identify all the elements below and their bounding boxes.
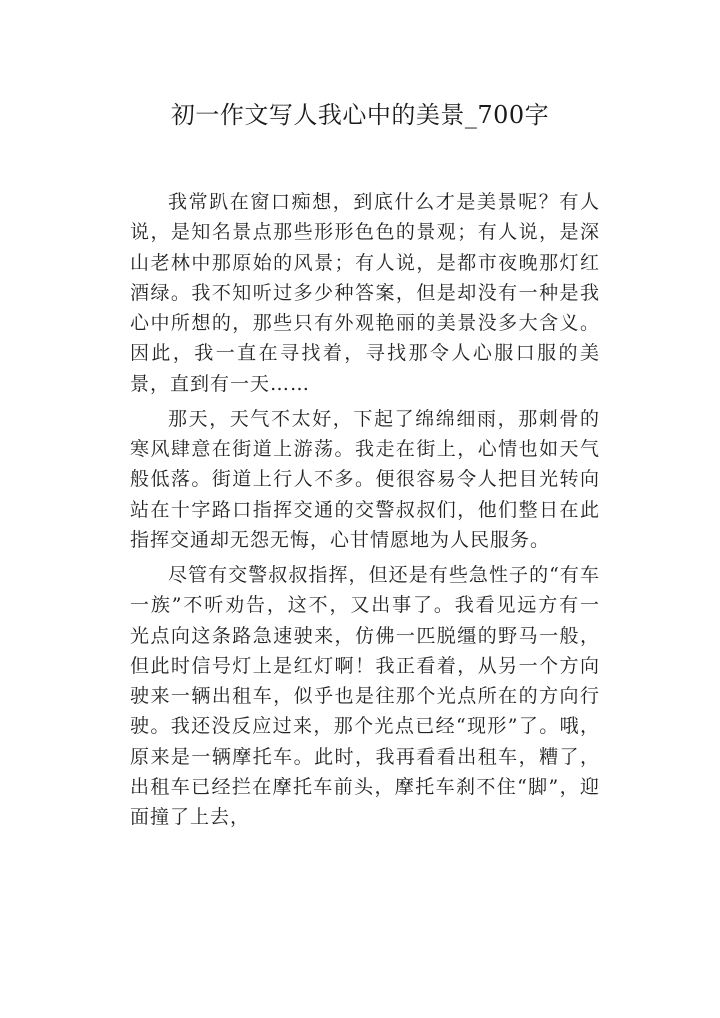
document-body	[130, 187, 600, 832]
paragraph-2: 那天，天气不太好，下起了绵绵细雨，那刺骨的寒风肆意在街道上游荡。我走在街上，心情也如天气般低落。街道上行人不多。便很容易令人把目光转向站在十字路口指挥交通的交警叔叔们，他们整日在此指挥交通却无怨无悔，心甘情愿地为人民服务。	[130, 407, 600, 551]
paragraph-3: 尽管有交警叔叔指挥，但还是有些急性子的“有车一族”不听劝告，这不，又出事了。我看见远方有一光点向这条路急速驶来，仿佛一匹脱缰的野马一般，但此时信号灯上是红灯啊！我正看着，从另一个方向驶来一辆出租车，似乎也是往那个光点所在的方向行驶。我还没反应过来，那个光点已经“现形”了。哦，原来是一辆摩托车。此时，我再看看出租车，糟了，出租车已经拦在摩托车前头，摩托车刹不住“脚”，迎面撞了上去，	[130, 564, 600, 828]
document-title: 初一作文写人我心中的美景_700字	[170, 101, 550, 129]
paragraph-1: 我常趴在窗口痴想，到底什么才是美景呢？有人说，是知名景点那些形形色色的景观；有人说，是深山老林中那原始的风景；有人说，是都市夜晚那灯红酒绿。我不知听过多少种答案，但是却没有一种是我心中所想的，那些只有外观艳丽的美景没多大含义。因此，我一直在寻找着，寻找那令人心服口服的美景，直到有一天……	[130, 191, 600, 395]
